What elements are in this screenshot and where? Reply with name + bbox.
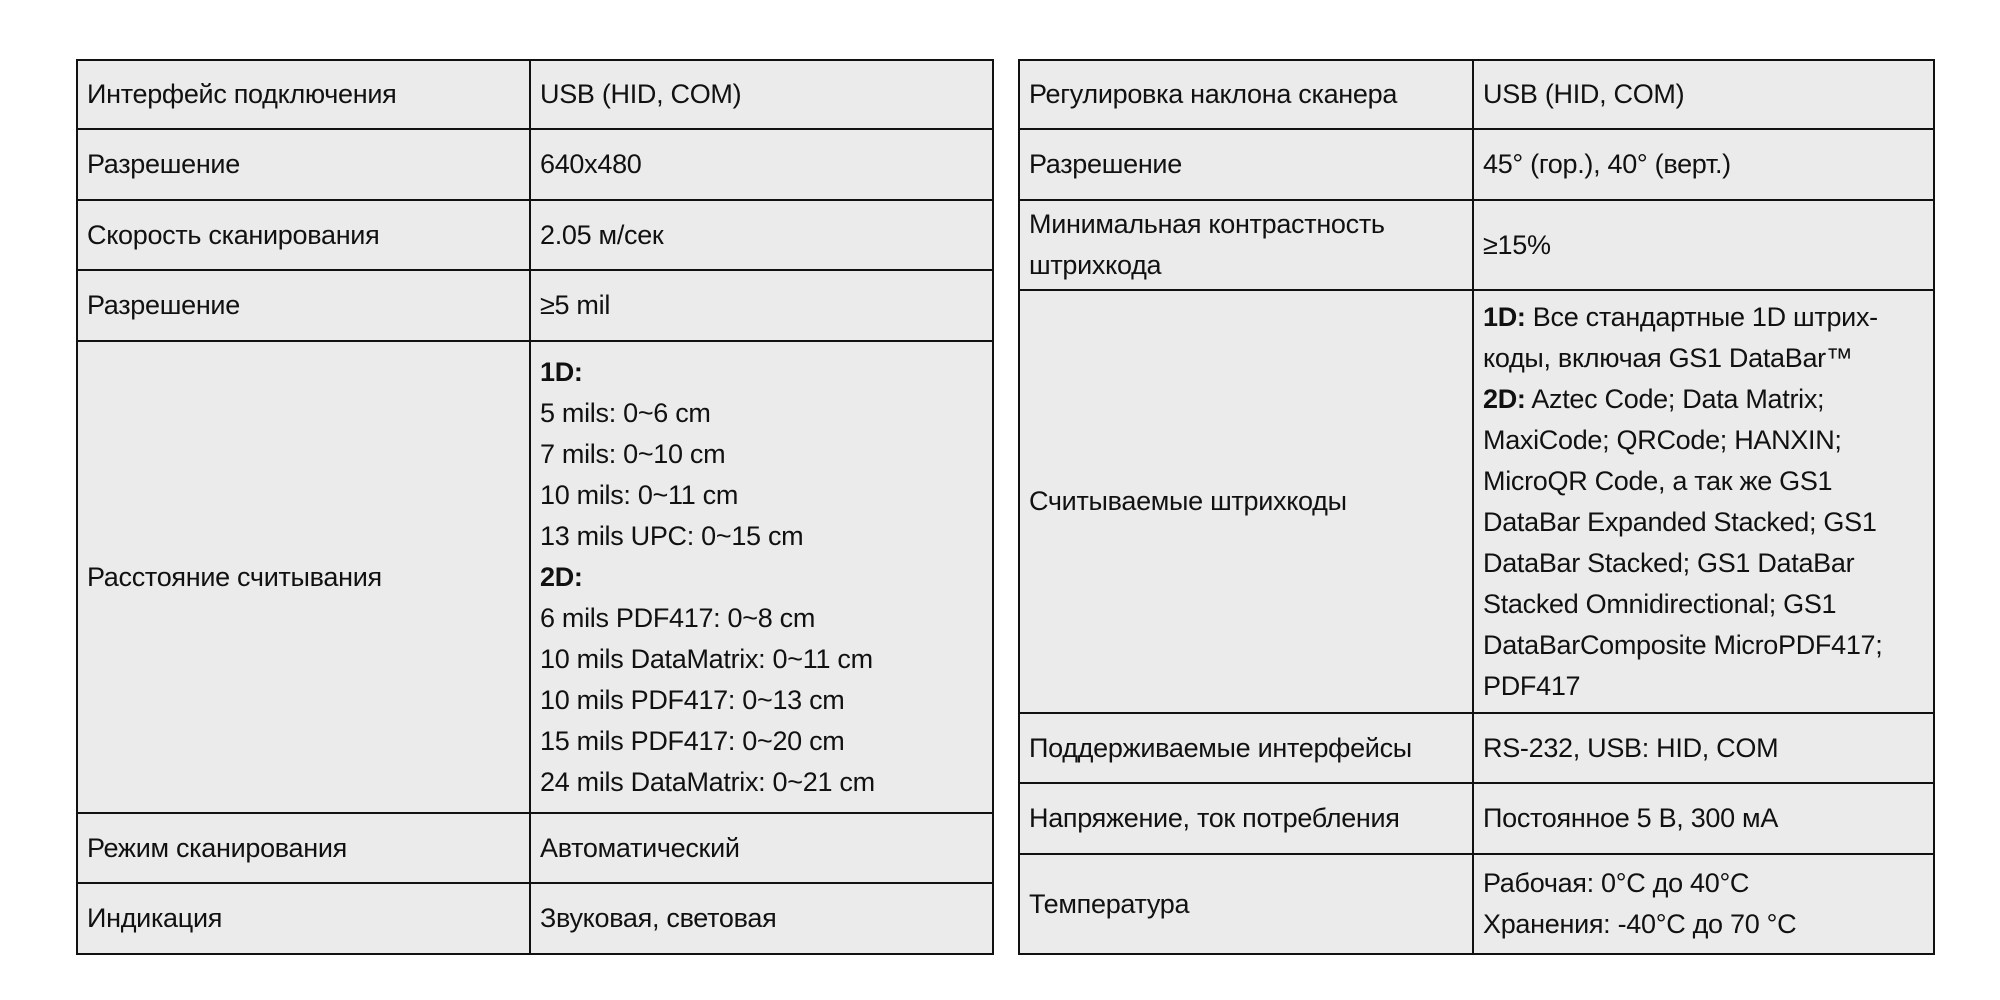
spec-label: Поддерживаемые интерфейсы bbox=[1019, 713, 1473, 783]
spec-value: USB (HID, COM) bbox=[1473, 60, 1934, 129]
spec-value bbox=[1473, 290, 1934, 713]
heading-1d: 1D: bbox=[1483, 301, 1526, 332]
range-line: 10 mils PDF417: 0~13 cm bbox=[540, 684, 845, 715]
spec-value: 45° (гор.), 40° (верт.) bbox=[1473, 129, 1934, 200]
table-row bbox=[77, 813, 993, 883]
table-row bbox=[77, 200, 993, 270]
temperature-line: Рабочая: 0°C до 40°C bbox=[1483, 868, 1750, 898]
spec-label: Интерфейс подключения bbox=[77, 60, 530, 129]
table-row bbox=[1019, 290, 1934, 713]
table-row bbox=[1019, 854, 1934, 954]
table-row bbox=[77, 60, 993, 129]
codes-2d: Aztec Code; Data Matrix; MaxiCode; QRCode; HANXIN; MicroQR Code, а так же GS1 DataBar Expanded Stacked; GS1 DataBar Stacked; GS1 DataBar Stacked Omnidirectional; GS1 DataBarComposite MicroPDF417; PDF417 bbox=[1483, 383, 1883, 701]
table-row bbox=[1019, 200, 1934, 290]
spec-label: Температура bbox=[1019, 854, 1473, 954]
spec-label: Напряжение, ток потребления bbox=[1019, 783, 1473, 854]
spec-value bbox=[1473, 854, 1934, 954]
table-row bbox=[77, 883, 993, 954]
left-spec-table bbox=[76, 59, 994, 955]
table-row bbox=[1019, 783, 1934, 854]
range-line: 13 mils UPC: 0~15 cm bbox=[540, 520, 804, 551]
table-row bbox=[77, 341, 993, 813]
spec-label: Индикация bbox=[77, 883, 530, 954]
table-row bbox=[77, 129, 993, 200]
table-row bbox=[1019, 60, 1934, 129]
spec-value: Звуковая, световая bbox=[530, 883, 993, 954]
range-line: 6 mils PDF417: 0~8 cm bbox=[540, 602, 816, 633]
spec-label: Разрешение bbox=[77, 129, 530, 200]
heading-2d: 2D: bbox=[540, 561, 583, 592]
range-line: 15 mils PDF417: 0~20 cm bbox=[540, 725, 845, 756]
spec-label: Режим сканирования bbox=[77, 813, 530, 883]
spec-label: Разрешение bbox=[1019, 129, 1473, 200]
spec-value: 640x480 bbox=[530, 129, 993, 200]
range-line: 24 mils DataMatrix: 0~21 cm bbox=[540, 766, 875, 797]
spec-value: RS-232, USB: HID, COM bbox=[1473, 713, 1934, 783]
range-line: 7 mils: 0~10 cm bbox=[540, 438, 726, 469]
spec-label: Расстояние считывания bbox=[77, 341, 530, 813]
heading-2d: 2D: bbox=[1483, 383, 1526, 414]
heading-1d: 1D: bbox=[540, 356, 583, 387]
range-line: 10 mils: 0~11 cm bbox=[540, 479, 739, 510]
spec-label: Минимальная контрастность штрихкода bbox=[1019, 200, 1473, 290]
spec-value: ≥5 mil bbox=[530, 270, 993, 341]
spec-label: Разрешение bbox=[77, 270, 530, 341]
codes-1d: Все стандартные 1D штрих-коды, включая GS1 DataBar™ bbox=[1483, 301, 1878, 373]
spec-value: Автоматический bbox=[530, 813, 993, 883]
table-row bbox=[1019, 129, 1934, 200]
table-row bbox=[77, 270, 993, 341]
spec-value: 2.05 м/сек bbox=[530, 200, 993, 270]
temperature-line: Хранения: -40°C до 70 °C bbox=[1483, 909, 1797, 939]
spec-value bbox=[530, 341, 993, 813]
range-line: 5 mils: 0~6 cm bbox=[540, 397, 711, 428]
spec-label: Считываемые штрихкоды bbox=[1019, 290, 1473, 713]
spec-label: Регулировка наклона сканера bbox=[1019, 60, 1473, 129]
spec-value: ≥15% bbox=[1473, 200, 1934, 290]
range-line: 10 mils DataMatrix: 0~11 cm bbox=[540, 643, 873, 674]
spec-label: Скорость сканирования bbox=[77, 200, 530, 270]
spec-value: Постоянное 5 В, 300 мА bbox=[1473, 783, 1934, 854]
table-row bbox=[1019, 713, 1934, 783]
right-spec-table bbox=[1018, 59, 1935, 955]
spec-value: USB (HID, COM) bbox=[530, 60, 993, 129]
